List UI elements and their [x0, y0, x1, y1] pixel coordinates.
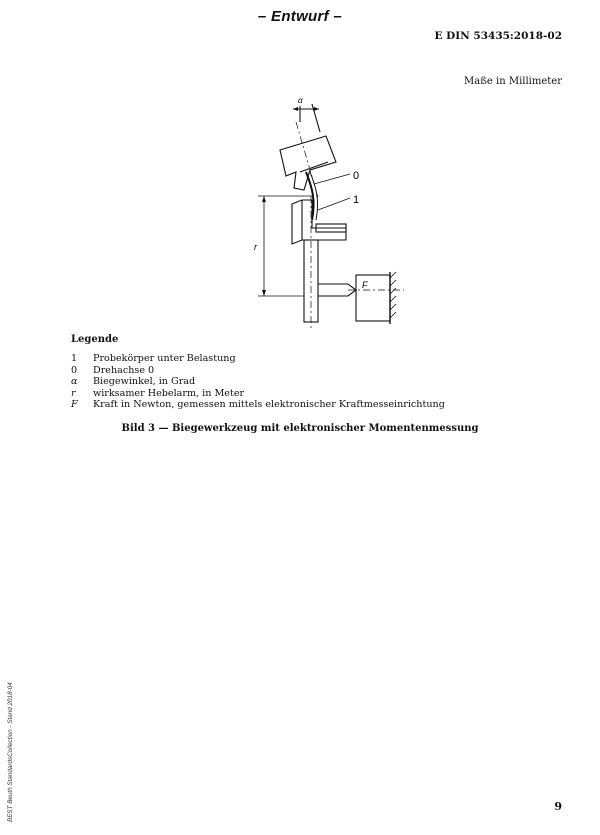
legend-text: Probekörper unter Belastung — [93, 353, 236, 364]
force-label: F — [362, 280, 368, 290]
legend-symbol: F — [71, 399, 78, 411]
figure-caption: Bild 3 — Biegewerkzeug mit elektronischer Momentenmessung — [121, 423, 479, 434]
legend-text: Biegewinkel, in Grad — [93, 376, 196, 388]
legend-item — [71, 388, 551, 400]
leader-line-0 — [314, 174, 350, 184]
legend-item — [71, 376, 551, 388]
legend-item — [71, 353, 551, 365]
legend — [71, 334, 551, 411]
legend-symbol: 1 — [71, 353, 78, 364]
legend-symbol: α — [71, 376, 78, 388]
draft-title: – Entwurf – — [257, 8, 343, 25]
r-arrow-top — [262, 196, 266, 202]
legend-item — [71, 365, 551, 377]
legend-item — [71, 399, 551, 411]
legend-symbol: r — [71, 387, 76, 399]
legend-heading: Legende — [71, 334, 119, 345]
alpha-label: α — [298, 96, 303, 105]
upper-jaw-inner-line — [300, 162, 328, 172]
legend-text: Drehachse 0 — [93, 364, 155, 376]
legend-symbol: 0 — [71, 364, 78, 376]
wall-hatching — [390, 272, 396, 318]
units-note: Maße in Millimeter — [464, 76, 562, 87]
upper-jaw — [280, 136, 336, 190]
legend-text: Kraft in Newton, gemessen mittels elektronischer Kraftmesseinrichtung — [93, 399, 445, 411]
document-id: E DIN 53435:2018-02 — [434, 30, 562, 42]
legend-text: wirksamer Hebelarm, in Meter — [93, 387, 245, 399]
side-watermark-note: BEST Beuth StandardsCollection - Stand 2018-04 — [7, 682, 14, 822]
lower-clamp — [292, 200, 346, 244]
leader-line-1 — [318, 198, 350, 210]
bending-tool-figure — [240, 92, 410, 332]
r-arrow-bottom — [262, 290, 266, 296]
page-number: 9 — [554, 800, 562, 813]
r-label: r — [254, 242, 257, 252]
alpha-arrow-left — [293, 107, 298, 111]
label-0: 0 — [353, 170, 360, 182]
bending-tool-drawing — [240, 92, 410, 332]
alpha-arrow-right — [314, 107, 319, 111]
label-1: 1 — [353, 194, 360, 206]
